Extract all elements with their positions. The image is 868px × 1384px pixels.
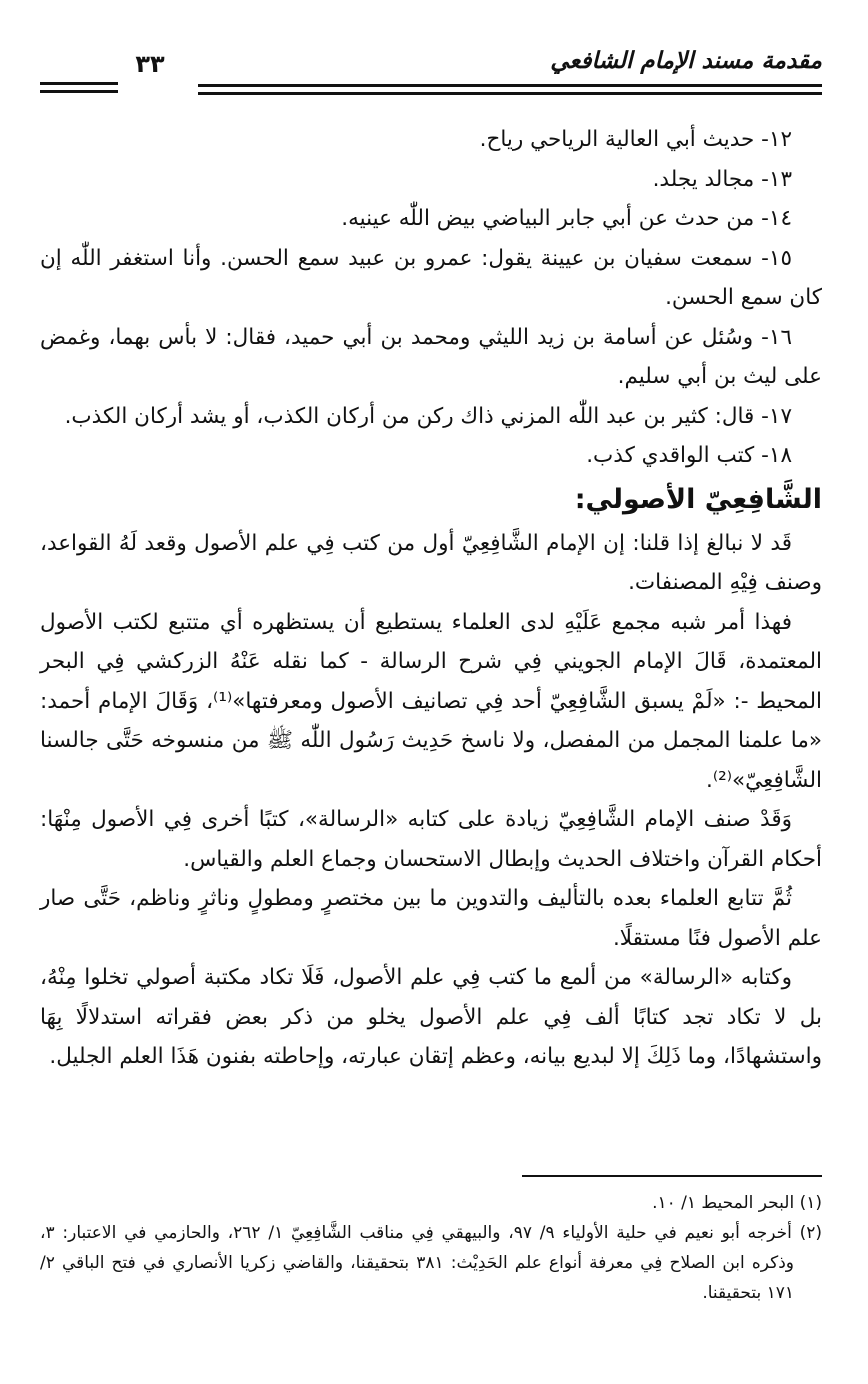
paragraph: فهذا أمر شبه مجمع عَلَيْهِ لدى العلماء يستطيع أن يستظهره أي متتبع لكتب الأصول المعتمدة، قَالَ الإمام الجويني فِي شرح الرسالة - كما نقله عَنْهُ الزركشي فِي البحر المحيط -: «لَمْ يسبق الشَّافِعِيّ أحد فِي تصانيف الأصول ومعرفتها»⁽¹⁾، وَقَالَ الإمام أحمد: «ما علمنا المجمل من المفصل، ولا ناسخ حَدِيث رَسُول اللّٰه ﷺ من منسوخه حَتَّى جالسنا الشَّافِعِيّ»⁽²⁾. (40, 609, 822, 793)
paragraph: وَقَدْ صنف الإمام الشَّافِعِيّ زيادة على كتابه «الرسالة»، كتبًا أخرى فِي الأصول مِنْهَا: أحكام القرآن واختلاف الحديث وإبطال الاستحسان وجماع العلم والقياس. (40, 807, 822, 872)
numbered-item-12: ١٢- حديث أبي العالية الرياحي رياح. (479, 127, 792, 152)
numbered-item-16: ١٦- وسُئل عن أسامة بن زيد الليثي ومحمد بن أبي حميد، فقال: لا بأس بهما، وغمض على ليث بن أبي سليم. (40, 324, 822, 389)
main-text (40, 120, 822, 1077)
footnotes (40, 1188, 822, 1308)
section-heading: الشَّافِعِيّ الأصولي: (574, 483, 822, 515)
numbered-item-17: ١٧- قال: كثير بن عبد اللّٰه المزني ذاك ركن من أركان الكذب، أو يشد أركان الكذب. (64, 403, 792, 429)
header-rule (40, 82, 118, 85)
header-rule (198, 84, 822, 87)
numbered-item-18: ١٨- كتب الواقدي كذب. (586, 443, 792, 468)
footnote-separator (522, 1175, 822, 1177)
header-rule (40, 90, 118, 93)
header-rule (198, 92, 822, 95)
paragraph: ثُمَّ تتابع العلماء بعده بالتأليف والتدوين ما بين مختصرٍ ومطولٍ وناثرٍ وناظم، حَتَّى صار علم الأصول فنًا مستقلًا. (40, 886, 822, 951)
footnote-1: (١) البحر المحيط ١/ ١٠. (652, 1193, 822, 1213)
header-title: مقدمة مسند الإمام الشافعي (550, 48, 822, 74)
numbered-item-15: ١٥- سمعت سفيان بن عيينة يقول: عمرو بن عبيد سمع الحسن. وأنا استغفر اللّٰه إن كان سمع الحسن. (40, 245, 822, 310)
running-header (40, 48, 822, 96)
page-number: ٣٣ (135, 50, 165, 78)
numbered-item-13: ١٣- مجالد يجلد. (652, 166, 792, 192)
paragraph: قَد لا نبالغ إذا قلنا: إن الإمام الشَّافِعِيّ أول من كتب فِي علم الأصول وقعد لَهُ القواعد، وصنف فِيْهِ المصنفات. (40, 530, 822, 595)
footnote-2: (٢) أخرجه أبو نعيم في حلية الأولياء ٩/ ٩٧، والبيهقي فِي مناقب الشَّافِعِيّ ١/ ٢٦٢، والحازمي في الاعتبار: ٣، وذكره ابن الصلاح فِي معرفة أنواع علم الحَدِيْث: ٣٨١ بتحقيقنا، والقاضي زكريا الأنصاري في فتح الباقي ٢/ ١٧١ بتحقيقنا. (40, 1223, 822, 1303)
numbered-item-14: ١٤- من حدث عن أبي جابر البياضي بيض اللّٰه عينيه. (341, 206, 792, 231)
paragraph: وكتابه «الرسالة» من ألمع ما كتب فِي علم الأصول، فَلَا تكاد مكتبة أصولي تخلوا مِنْهُ، بل لا تكاد تجد كتابًا ألف فِي علم الأصول يخلو من ذكر بعض فقراته استدلالًا بِهَا واستشهادًا، وما ذَلِكَ إلا لبديع بيانه، وعظم إتقان عبارته، وإحاطته بفنون هَذَا العلم الجليل. (40, 965, 822, 1069)
